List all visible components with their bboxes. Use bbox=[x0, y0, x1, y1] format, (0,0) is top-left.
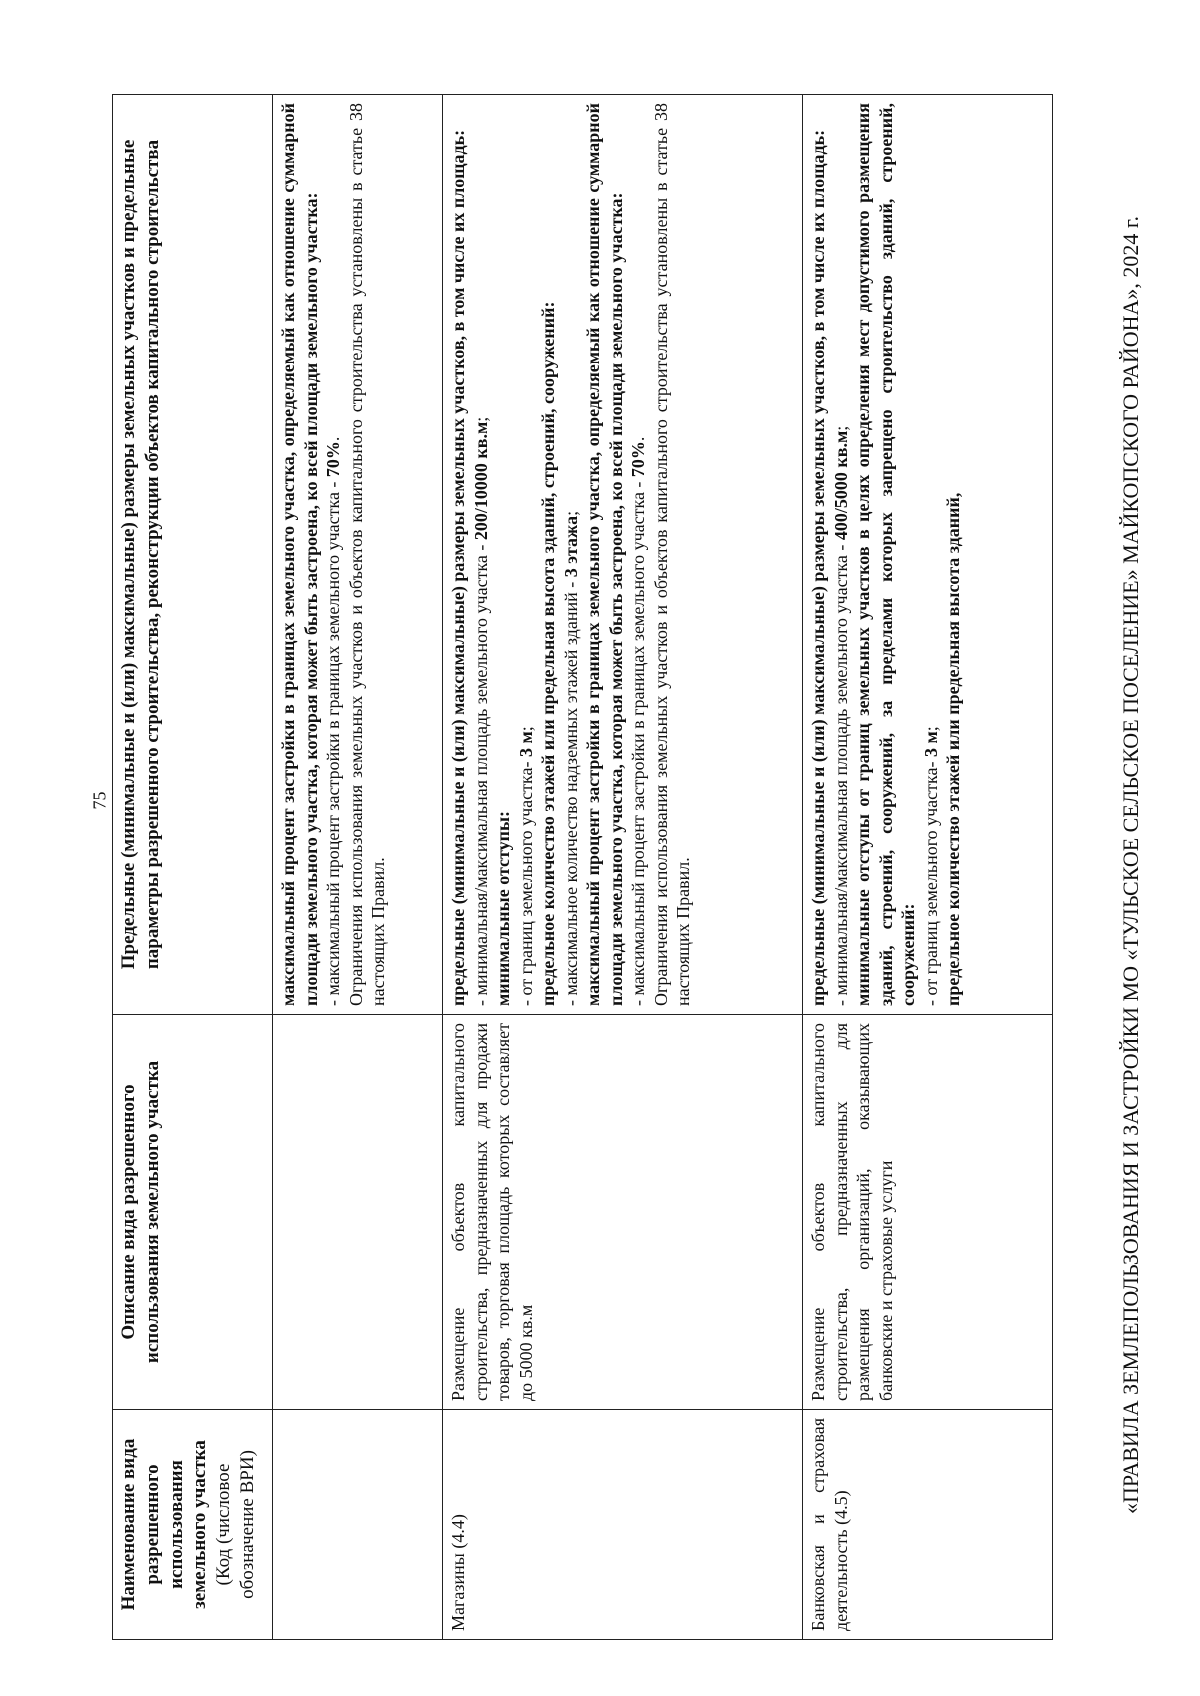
cell-description bbox=[273, 1015, 443, 1410]
param-end: . bbox=[628, 436, 648, 442]
header-code-note: (Код (числовое обозначение ВРИ) bbox=[213, 1450, 258, 1599]
param-setback-line bbox=[920, 103, 943, 1006]
table-header-row bbox=[113, 95, 273, 1640]
page-number: 75 bbox=[89, 791, 110, 810]
param-text: - максимальный процент застройки в границах земельного участка - bbox=[323, 477, 343, 1006]
cell-name bbox=[273, 1410, 443, 1640]
param-floors-line bbox=[560, 103, 583, 1006]
param-text: - максимальное количество надземных этажей зданий - bbox=[560, 577, 581, 1006]
param-coverage-value-line bbox=[322, 103, 345, 1006]
param-setbacks-heading: минимальные отступы от границ земельных участков в целях определения мест допустимого размещения зданий, строений, сооружений, за пределами которых запрещено строительство зданий, строений, сооружений: bbox=[853, 103, 918, 1006]
regulations-table bbox=[112, 94, 1053, 1640]
param-coverage-heading: максимальный процент застройки в границах земельного участка, определяемый как отношение суммарной площади земельного участка, которая может быть застроена, ко всей площади земельного участка: bbox=[278, 103, 321, 1006]
cell-description: Размещение объектов капитального строительства, предназначенных для продажи товаров, торговая площадь которых составляет до 5000 кв.м bbox=[443, 1015, 803, 1410]
cell-name: Магазины (4.4) bbox=[443, 1410, 803, 1640]
cell-parameters bbox=[803, 95, 1053, 1015]
param-size-heading: предельные (минимальные и (или) максимальные) размеры земельных участков, в том числе их площадь: bbox=[448, 129, 468, 1006]
param-area-line bbox=[830, 103, 853, 1006]
param-end: . bbox=[323, 436, 343, 442]
header-parameters: Предельные (минимальные и (или) максимальные) размеры земельных участков и предельные параметры разрешенного строительства, реконструкции объектов капитального строительства bbox=[113, 95, 273, 1015]
param-end: ; bbox=[470, 416, 491, 422]
document-footer: «ПРАВИЛА ЗЕМЛЕПОЛЬЗОВАНИЯ И ЗАСТРОЙКИ МО «ТУЛЬСКОЕ СЕЛЬСКОЕ ПОСЕЛЕНИЕ» МАЙКОПСКОГО РАЙОНА», 2024 г. bbox=[1118, 216, 1143, 1514]
param-floors-heading: предельное количество этажей или предельная высота зданий, строений, сооружений: bbox=[538, 301, 558, 1006]
param-size-heading: предельные (минимальные и (или) максимальные) размеры земельных участков, в том числе их площадь: bbox=[808, 129, 828, 1006]
param-end: ; bbox=[560, 510, 581, 516]
param-end: ; bbox=[515, 726, 536, 732]
cell-parameters bbox=[273, 95, 443, 1015]
param-text: - от границ земельного участка- bbox=[920, 757, 941, 1006]
param-value: 70% bbox=[628, 441, 648, 478]
rotated-table-container bbox=[112, 95, 1092, 1640]
param-coverage-heading: максимальный процент застройки в границах земельного участка, определяемый как отношение суммарной площади земельного участка, которая может быть застроена, ко всей площади земельного участка: bbox=[583, 103, 626, 1006]
param-coverage-value-line bbox=[627, 103, 650, 1006]
param-restrictions: Ограничения использования земельных участков и объектов капитального строительства установлены в статье 38 настоящих Правил. bbox=[650, 103, 693, 1006]
param-value: 3 м bbox=[920, 731, 941, 757]
param-end: ; bbox=[920, 726, 941, 732]
param-value: 200/10000 кв.м bbox=[470, 421, 491, 541]
header-description: Описание вида разрешенного использования земельного участка bbox=[113, 1015, 273, 1410]
footer-container bbox=[1118, 0, 1143, 1696]
param-text: - максимальный процент застройки в границах земельного участка - bbox=[628, 477, 648, 1006]
param-value: 3 этажа bbox=[560, 515, 581, 578]
param-setbacks-heading: минимальные отступы: bbox=[493, 810, 513, 1006]
table-row bbox=[443, 95, 803, 1640]
param-value: 3 м bbox=[515, 731, 536, 757]
table-row bbox=[273, 95, 443, 1640]
param-text: - минимальная/максимальная площадь земельного участка - bbox=[830, 540, 851, 1006]
param-area-line bbox=[470, 103, 493, 1006]
param-value: 400/5000 кв.м bbox=[830, 430, 851, 541]
table-row bbox=[803, 95, 1053, 1640]
cell-parameters bbox=[443, 95, 803, 1015]
param-text: - от границ земельного участка- bbox=[515, 757, 536, 1006]
param-setback-line bbox=[515, 103, 538, 1006]
header-name-of-use bbox=[113, 1410, 273, 1640]
param-end: ; bbox=[830, 425, 851, 431]
param-text: - минимальная/максимальная площадь земельного участка - bbox=[470, 540, 491, 1006]
param-floors-heading: предельное количество этажей или предельная высота зданий, bbox=[943, 492, 963, 1006]
cell-name: Банковская и страховая деятельность (4.5) bbox=[803, 1410, 1053, 1640]
param-restrictions: Ограничения использования земельных участков и объектов капитального строительства установлены в статье 38 настоящих Правил. bbox=[345, 103, 388, 1006]
header-name-of-use-label: Наименование вида разрешенного использования земельного участка bbox=[118, 1438, 211, 1611]
param-value: 70% bbox=[323, 441, 343, 478]
cell-description: Размещение объектов капитального строительства, предназначенных для размещения организаций, оказывающих банковские и страховые услуги bbox=[803, 1015, 1053, 1410]
